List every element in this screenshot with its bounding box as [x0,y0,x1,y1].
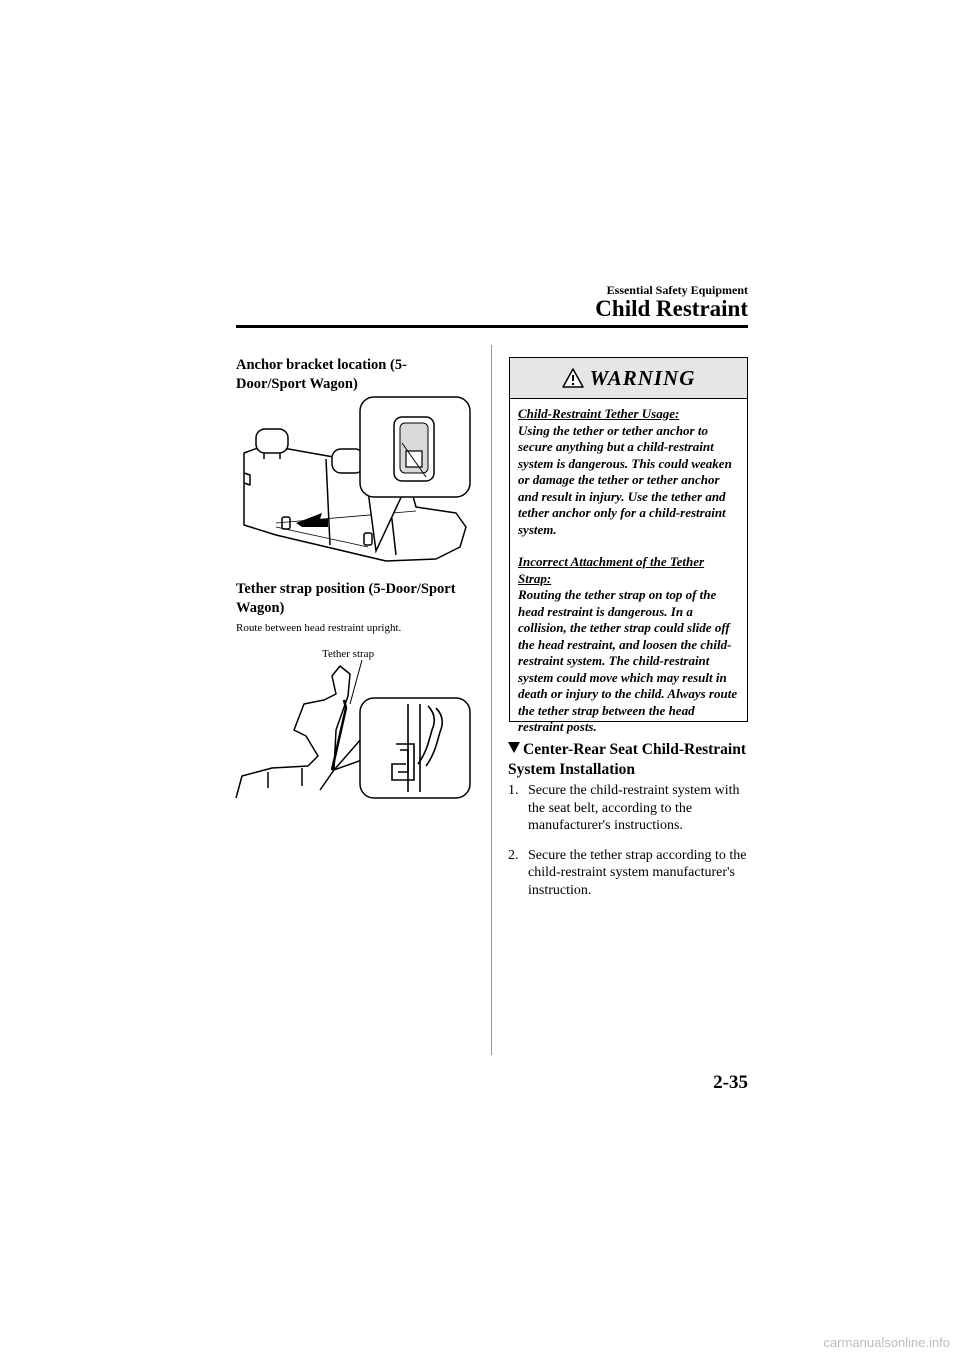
column-divider [491,345,492,1055]
step-number: 1. [508,783,519,798]
anchor-bracket-illustration [236,395,472,565]
step-text: Secure the child-restraint system with the seat belt, according to the manufacturer's instructions. [528,783,740,833]
footer-watermark[interactable]: carmanualsonline.info [823,1335,950,1350]
chapter-title: Child Restraint [595,296,748,321]
step-text: Secure the tether strap according to the child-restraint system manufacturer's instruction. [528,847,747,898]
warning-title: WARNING [589,365,696,390]
section-marker-icon [508,742,520,753]
section-label: Essential Safety Equipment [606,283,748,297]
list-item [508,782,748,835]
anchor-figure-caption: Anchor bracket location (5-Door/Sport Wagon) [236,357,407,392]
warning-subtitle-incorrect-attachment: Incorrect Attachment of the Tether Strap: [518,554,705,586]
header-rule [236,325,748,328]
warning-text-incorrect-attachment: Routing the tether strap on top of the head restraint is dangerous. In a collision, the tether strap could slide off the head restraint, and loosen the child-restraint system. The child-restraint system could move which may result in death or injury to the child. Always route the tether strap between the head restraint posts. [518,587,738,734]
warning-text-tether-usage: Using the tether or tether anchor to secure anything but a child-restraint system is dangerous. This could weaken or damage the tether or tether anchor and result in injury. Use the tether and tether anchor only for a child-restraint system. [518,422,732,537]
warning-box [509,357,748,734]
tether-figure-caption: Tether strap position (5-Door/Sport Wagon) [236,581,456,616]
section-heading [508,740,753,780]
step-number: 2. [508,847,519,863]
warning-subtitle-tether-usage: Child-Restraint Tether Usage: [518,406,680,421]
page-number: 2-35 [713,1072,748,1093]
list-item [508,847,748,900]
warning-body [510,399,747,736]
tether-strap-label: Tether strap [322,648,375,660]
installation-steps [508,782,748,911]
section-heading-text: Center-Rear Seat Child-Restraint System Installation [508,741,746,778]
warning-triangle-icon [562,368,584,388]
warning-header [510,358,747,399]
tether-strap-illustration [232,660,472,800]
route-note: Route between head restraint upright. [236,622,402,634]
